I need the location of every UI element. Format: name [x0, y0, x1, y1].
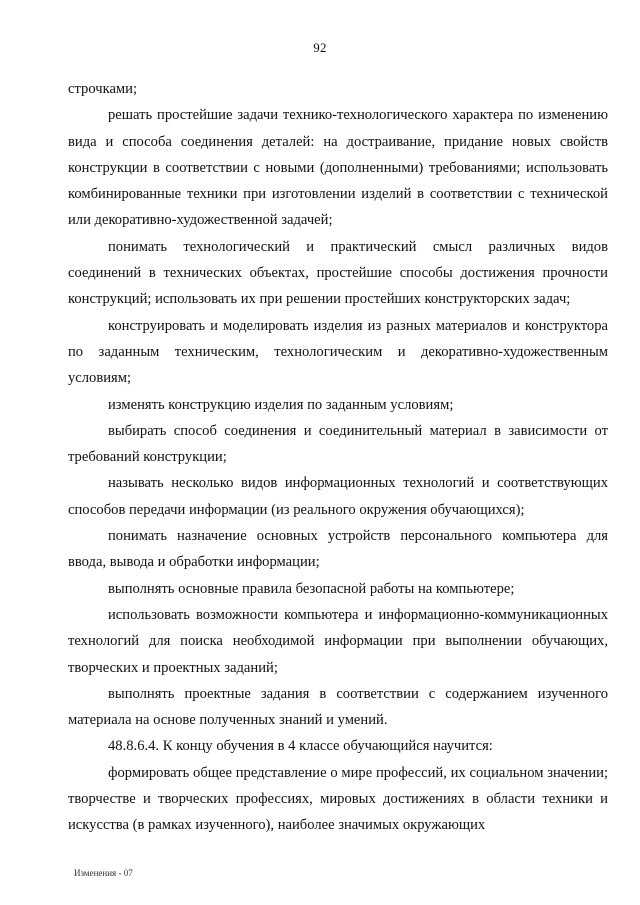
paragraph: использовать возможности компьютера и информационно-коммуникационных технологий для поиска необходимой информации при выполнении обучающих, творческих и проектных заданий; — [68, 606, 608, 676]
paragraph: называть несколько видов информационных технологий и соответствующих способов передачи информации (из реального окружения обучающихся); — [68, 475, 608, 518]
paragraph: выполнять основные правила безопасной работы на компьютере; — [108, 580, 515, 597]
paragraph: изменять конструкцию изделия по заданным условиям; — [108, 396, 454, 413]
page-number: 92 — [313, 40, 327, 55]
paragraph: выполнять проектные задания в соответствии с содержанием изученного материала на основе полученных знаний и умений. — [68, 685, 608, 729]
paragraph: понимать технологический и практический смысл различных видов соединений в технических объектах, простейшие способы достижения прочности конструкций; использовать их при решении простейших конструкторских задач; — [68, 238, 608, 308]
footer-note: Изменения - 07 — [74, 868, 133, 878]
section-heading: 48.8.6.4. К концу обучения в 4 классе обучающийся научится: — [108, 738, 493, 755]
paragraph: понимать назначение основных устройств персонального компьютера для ввода, вывода и обработки информации; — [68, 528, 608, 571]
paragraph: конструировать и моделировать изделия из разных материалов и конструктора по заданным техническим, технологическим и декоративно-художественным условиям; — [68, 317, 608, 387]
paragraph: формировать общее представление о мире профессий, их социальном значении; творчестве и творческих профессиях, мировых достижениях в области техники и искусства (в рамках изученного), наиболее значимых окружающих — [68, 764, 608, 834]
paragraph-continuation: строчками; — [68, 81, 138, 97]
paragraph: выбирать способ соединения и соединительный материал в зависимости от требований конструкции; — [68, 422, 608, 466]
body-text — [68, 76, 608, 839]
paragraph: решать простейшие задачи технико-технологического характера по изменению вида и способа соединения деталей: на достраивание, придание новых свойств конструкции в соответствии с новыми (дополненными) требованиями; использовать комбинированные техники при изготовлении изделий в соответствии с технической или декоративно-художественной задачей; — [68, 107, 608, 229]
